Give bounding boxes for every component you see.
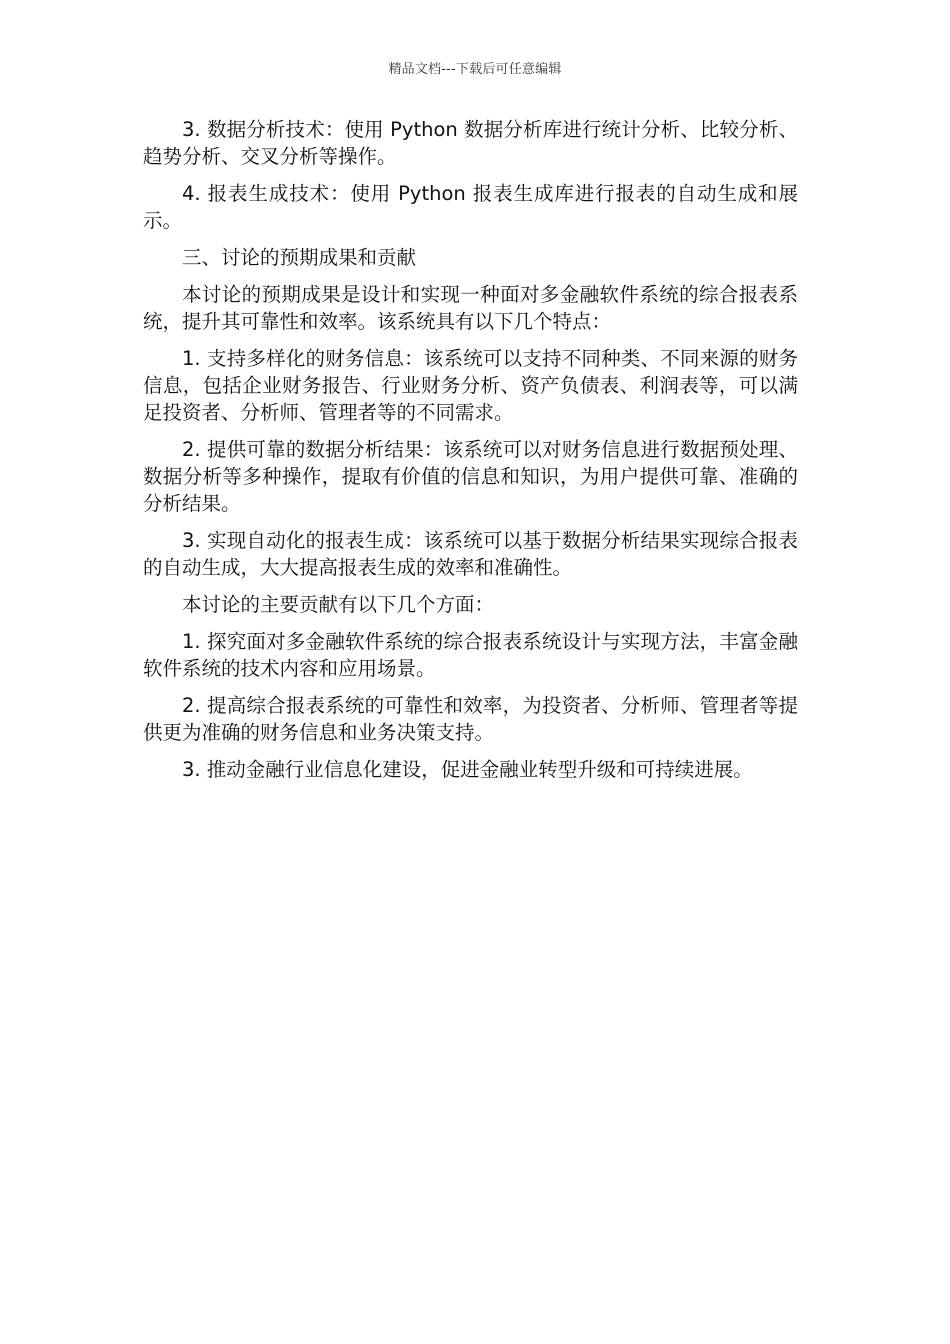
- page-header: 精品文档---下载后可任意编辑: [388, 62, 562, 77]
- paragraph-feature-2: 2. 提供可靠的数据分析结果：该系统可以对财务信息进行数据预处理、数据分析等多种操作，提取有价值的信息和知识，为用户提供可靠、准确的分析结果。: [143, 438, 798, 515]
- paragraph-technique-4: 4. 报表生成技术：使用 Python 报表生成库进行报表的自动生成和展示。: [143, 182, 798, 232]
- paragraph-contribution-3: 3. 推动金融行业信息化建设，促进金融业转型升级和可持续进展。: [182, 758, 753, 781]
- paragraph-contribution-1: 1. 探究面对多金融软件系统的综合报表系统设计与实现方法，丰富金融软件系统的技术内容和应用场景。: [143, 630, 798, 680]
- document-body: [143, 116, 798, 793]
- paragraph-contributions-intro: 本讨论的主要贡献有以下几个方面：: [182, 593, 495, 616]
- section-heading: 三、讨论的预期成果和贡献: [182, 246, 417, 269]
- paragraph-expected-results: 本讨论的预期成果是设计和实现一种面对多金融软件系统的综合报表系统，提升其可靠性和效率。该系统具有以下几个特点：: [143, 283, 798, 333]
- paragraph-feature-3: 3. 实现自动化的报表生成：该系统可以基于数据分析结果实现综合报表的自动生成，大大提高报表生成的效率和准确性。: [143, 529, 798, 579]
- paragraph-feature-1: 1. 支持多样化的财务信息：该系统可以支持不同种类、不同来源的财务信息，包括企业财务报告、行业财务分析、资产负债表、利润表等，可以满足投资者、分析师、管理者等的不同需求。: [143, 347, 798, 424]
- paragraph-contribution-2: 2. 提高综合报表系统的可靠性和效率，为投资者、分析师、管理者等提供更为准确的财务信息和业务决策支持。: [143, 694, 798, 744]
- paragraph-technique-3: 3. 数据分析技术：使用 Python 数据分析库进行统计分析、比较分析、趋势分析、交叉分析等操作。: [143, 118, 798, 168]
